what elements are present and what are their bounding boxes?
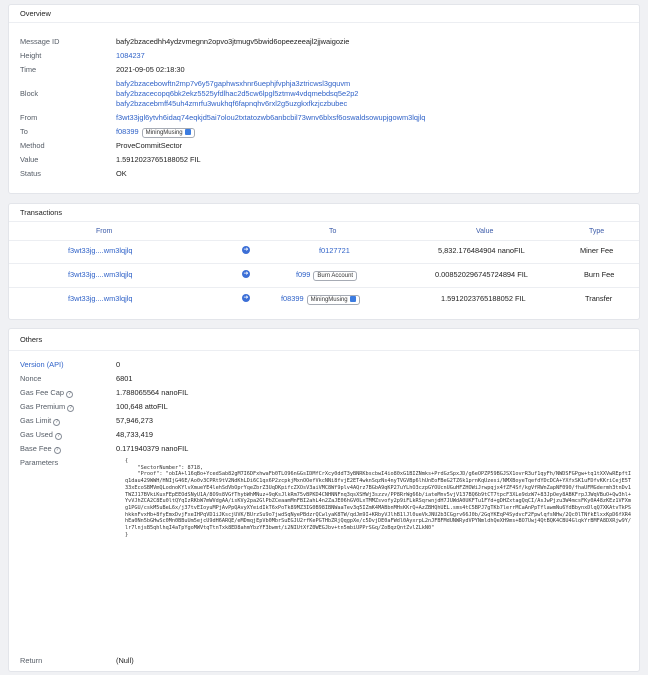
tx-to-link[interactable]: f0127721 [319, 246, 350, 255]
parameters-json: { "SectorNumber": 8718, "Proof": "obIA+l16qBo+YcedSab82gM7I6DFxhwaFb0TLO96nGGsIDMfCrXcy0ddT3yBNRKbscbwI4io80xG1BIZNmks+PrdGzSpxJD/g6eOPZP59BGJSX1ovrR3uf1qyFh/NWDSFGPgw+tq1tXXVwREpftIq1dau429WWH/HNIjG46E/Ao0v3CPRt9tV2NdKhLDi6C1qx6P2zcpkjMxnOOefVkcNNi8fvjE2ET4wknSqzNs4nyTVGVBp6lhUnEoFBeG2TZ6k1prnKqUzesi/NMXBoyeTqefdYDcDCA+YXfxSK1uFDfvKKriCejE5T33xEcoSBMVmQLodnoKYlvXmueYE4lehSdVbOprYqeZbrZ3UqDKpifcZXOsV3aiVMC8Wf9plv4AQrz7BGbA9qKP27uYLhO3czpGYOUcnUGuHFZHOWiJrwpqjx4fZF4Sf/kgVfRWnZapNF090/fhaUFMGdermh3tnDv1TWZJ17BVkiKuxFEpEEOdSNyU1A/8O9s8VGfThybWhMNuz+9qKsJlkRm75vBPKD4CNHNNFnq3qsXSHWj3szzv/PP8RrWg66b/iateMnv5vjV137BQ6b9tCT7tpcF3XLe9dzW7+83JpOey8ABKFrpJJWqVBuO+Qw3hl+YvVJhZCA2C8Eu0ltQYqIzRKbW7mWVdgAA/isKVy2pa2GlPbZCeaamMnFBI2ahL4n2ZaJE06hGV0LxTMMZsvofy2p9iFLkRSqrwnjdH7JUWdA0UKFTu1FYd+gDHZxtagQqCI/AsJwPjzu3W4mcsFKy0A48zKEz1VFXmg1PGU/cskM5uBeL6x/j37tvEIoyuMPjAvPpQAvyXYeidIkT6xPoTk89MZ3IG0B98IBNWaaTev3q5IZmK4MABbnMHsKKrQ+AzZBHQhUEL.sms4tC5BPJ7gTKb7lerrMCaAnPpTflawmNu6YdBbynxDlqQ7XKAtvTkPShkknFvxHb+8fyEmxDvjFxeIHPqVD1iJKscjUVK/BUrzSu9o7jwdSqNyePBdzrQCwlyaK8TW/qdJm9I+KRbyVJlhB1lJl0ueVkJNU2b3CGgrv66J0b/2GqYKEqP4SydvcF2FpwlqfsNHw/2Qc0lTNfkElxxKpD6fXR4hEa0Nn5bGHwSc0Mn0BBuUm5ejcU9dH6ARQE/eMDmqjEpVb0MbrSuEGJU2rfKePGTHbZRjQqgpXe/c5DvjDE0aFWdl0AyxrpL2nJFBFMdUNWRydVPYNmldhQeXH9ms+BO7Uwj4QtBQK4CBU4GlqkYrBMFA8DXRjw9Y/lr7lnjsB5qhlhqI4aTpYgoMWVtqTtnTxk8ED8ahmYbzYF3bwmt/i2NIUtXfZ0WEGJbv+tn5mbiUPPrSGq/ZoBqzQntZvlZLkN0" } [125, 458, 631, 538]
tx-to [281, 294, 360, 305]
nonce-value: 6801 [116, 374, 133, 383]
tx-type: Transfer [585, 294, 613, 303]
block-link[interactable]: bafy2bzacebowftn2mp7v6y57gaphwsxhnr6uephjfvphja3ztricwsl3gquvm [116, 79, 351, 88]
status-row [9, 169, 639, 183]
gas-premium-text: Gas Premium [20, 402, 66, 411]
help-icon[interactable]: ? [66, 391, 73, 398]
method-label: Method [20, 141, 45, 150]
transactions-header [9, 222, 639, 240]
tx-to-link[interactable]: f099 [296, 270, 311, 279]
arrow-right-icon: ➜ [243, 271, 249, 277]
miner-tag-label: MiningMusing [145, 130, 183, 136]
to-value [116, 127, 195, 138]
message-id-value: bafy2bzacedhh4ydzvmegnn2opvo3jtmugv5bwid6opeezeeajl2jjwaigozie [116, 37, 350, 46]
burn-account-tag: Burn Account [313, 271, 357, 281]
gas-premium-label [20, 402, 74, 412]
col-header-value: Value [476, 228, 494, 235]
return-value: (Null) [116, 656, 134, 665]
gas-used-text: Gas Used [20, 430, 53, 439]
block-link[interactable]: bafy2bzacebmff45uh4zmrfu3wukhqf6fapnqhv6rxl2g5uzgkxfkzjczbubec [116, 99, 348, 108]
height-label: Height [20, 51, 42, 60]
others-card [8, 328, 640, 672]
tx-value: 5,832.176484904 nanoFIL [438, 246, 525, 255]
status-label: Status [20, 169, 41, 178]
miner-tag-label: MiningMusing [310, 297, 348, 303]
tx-from-link[interactable]: f3wt33jg....wm3lqjlq [68, 294, 133, 303]
return-label: Return [20, 656, 43, 665]
parameters-row [9, 458, 639, 648]
block-label: Block [20, 89, 39, 98]
help-icon[interactable]: ? [55, 433, 62, 440]
method-row [9, 141, 639, 155]
col-header-to: To [329, 228, 337, 235]
value-row [9, 155, 639, 169]
table-row [9, 246, 639, 260]
block-row [9, 79, 639, 111]
base-fee-value: 0.171940379 nanoFIL [116, 444, 189, 453]
method-value: ProveCommitSector [116, 141, 183, 150]
tx-to-link[interactable]: f08399 [281, 294, 304, 303]
table-row [9, 294, 639, 308]
version-value: 0 [116, 360, 121, 369]
from-label: From [20, 113, 38, 122]
nonce-label: Nonce [20, 374, 42, 383]
gas-fee-cap-row [9, 388, 639, 402]
gas-limit-row [9, 416, 639, 430]
status-value: OK [116, 169, 127, 178]
arrow-right-icon: ➜ [243, 295, 249, 301]
divider [9, 263, 639, 264]
from-address-link[interactable]: f3wt33jgl6ytvh6idaq74eqkjd5ai7olou2txtatozwb6anbcbil73wnv6blxsf6oswaldsowupjgowm3lqjlq [116, 113, 426, 122]
external-link-icon [350, 296, 356, 302]
miner-tag[interactable] [307, 295, 360, 305]
message-id-row [9, 37, 639, 51]
gas-limit-label [20, 416, 60, 426]
return-row [9, 656, 639, 670]
others-title: Others [9, 329, 639, 351]
miner-tag[interactable] [142, 128, 195, 138]
col-header-type: Type [589, 228, 605, 235]
external-link-icon [185, 129, 191, 135]
gas-used-value: 48,733,419 [116, 430, 153, 439]
block-link[interactable]: bafy2bzacecopq6bk2ekz5525yfdlhac2d5cw6lpgl5ztmw4vdqmebdsq5e2p2 [116, 89, 359, 98]
height-link[interactable]: 1084237 [116, 51, 145, 60]
value-label: Value [20, 155, 39, 164]
table-row [9, 270, 639, 284]
time-label: Time [20, 65, 37, 74]
base-fee-label [20, 444, 61, 454]
value-amount: 1.5912023765188052 FIL [116, 155, 201, 164]
divider [9, 287, 639, 288]
tx-value: 1.5912023765188052 FIL [441, 294, 526, 303]
transactions-title: Transactions [9, 204, 639, 222]
overview-title: Overview [9, 5, 639, 23]
help-icon[interactable]: ? [53, 419, 60, 426]
tx-from-link[interactable]: f3wt33jg....wm3lqjlq [68, 246, 133, 255]
gas-fee-cap-text: Gas Fee Cap [20, 388, 64, 397]
tx-value: 0.008520296745724894 FIL [435, 270, 528, 279]
arrow-right-icon: ➜ [243, 247, 249, 253]
to-address-link[interactable]: f08399 [116, 127, 139, 136]
gas-limit-value: 57,946,273 [116, 416, 153, 425]
gas-premium-row [9, 402, 639, 416]
gas-fee-cap-value: 1.788065564 nanoFIL [116, 388, 189, 397]
col-header-from: From [96, 228, 113, 235]
version-row [9, 360, 639, 374]
time-value: 2021-09-05 02:18:30 [116, 65, 185, 74]
from-row [9, 113, 639, 127]
to-row [9, 127, 639, 141]
gas-fee-cap-label [20, 388, 73, 398]
height-row [9, 51, 639, 65]
overview-card [8, 4, 640, 194]
tx-from-link[interactable]: f3wt33jg....wm3lqjlq [68, 270, 133, 279]
transactions-card [8, 203, 640, 320]
nonce-row [9, 374, 639, 388]
gas-limit-text: Gas Limit [20, 416, 52, 425]
gas-premium-value: 100,648 attoFIL [116, 402, 168, 411]
version-api-link[interactable]: Version (API) [20, 360, 64, 369]
help-icon[interactable]: ? [54, 447, 61, 454]
parameters-label: Parameters [20, 458, 59, 467]
message-id-label: Message ID [20, 37, 60, 46]
tx-to [296, 270, 357, 281]
gas-used-row [9, 430, 639, 444]
base-fee-text: Base Fee [20, 444, 52, 453]
gas-used-label [20, 430, 62, 440]
to-label: To [20, 127, 28, 136]
help-icon[interactable]: ? [67, 405, 74, 412]
divider [9, 240, 639, 241]
tx-type: Miner Fee [580, 246, 614, 255]
tx-type: Burn Fee [584, 270, 615, 279]
time-row [9, 65, 639, 79]
base-fee-row [9, 444, 639, 458]
